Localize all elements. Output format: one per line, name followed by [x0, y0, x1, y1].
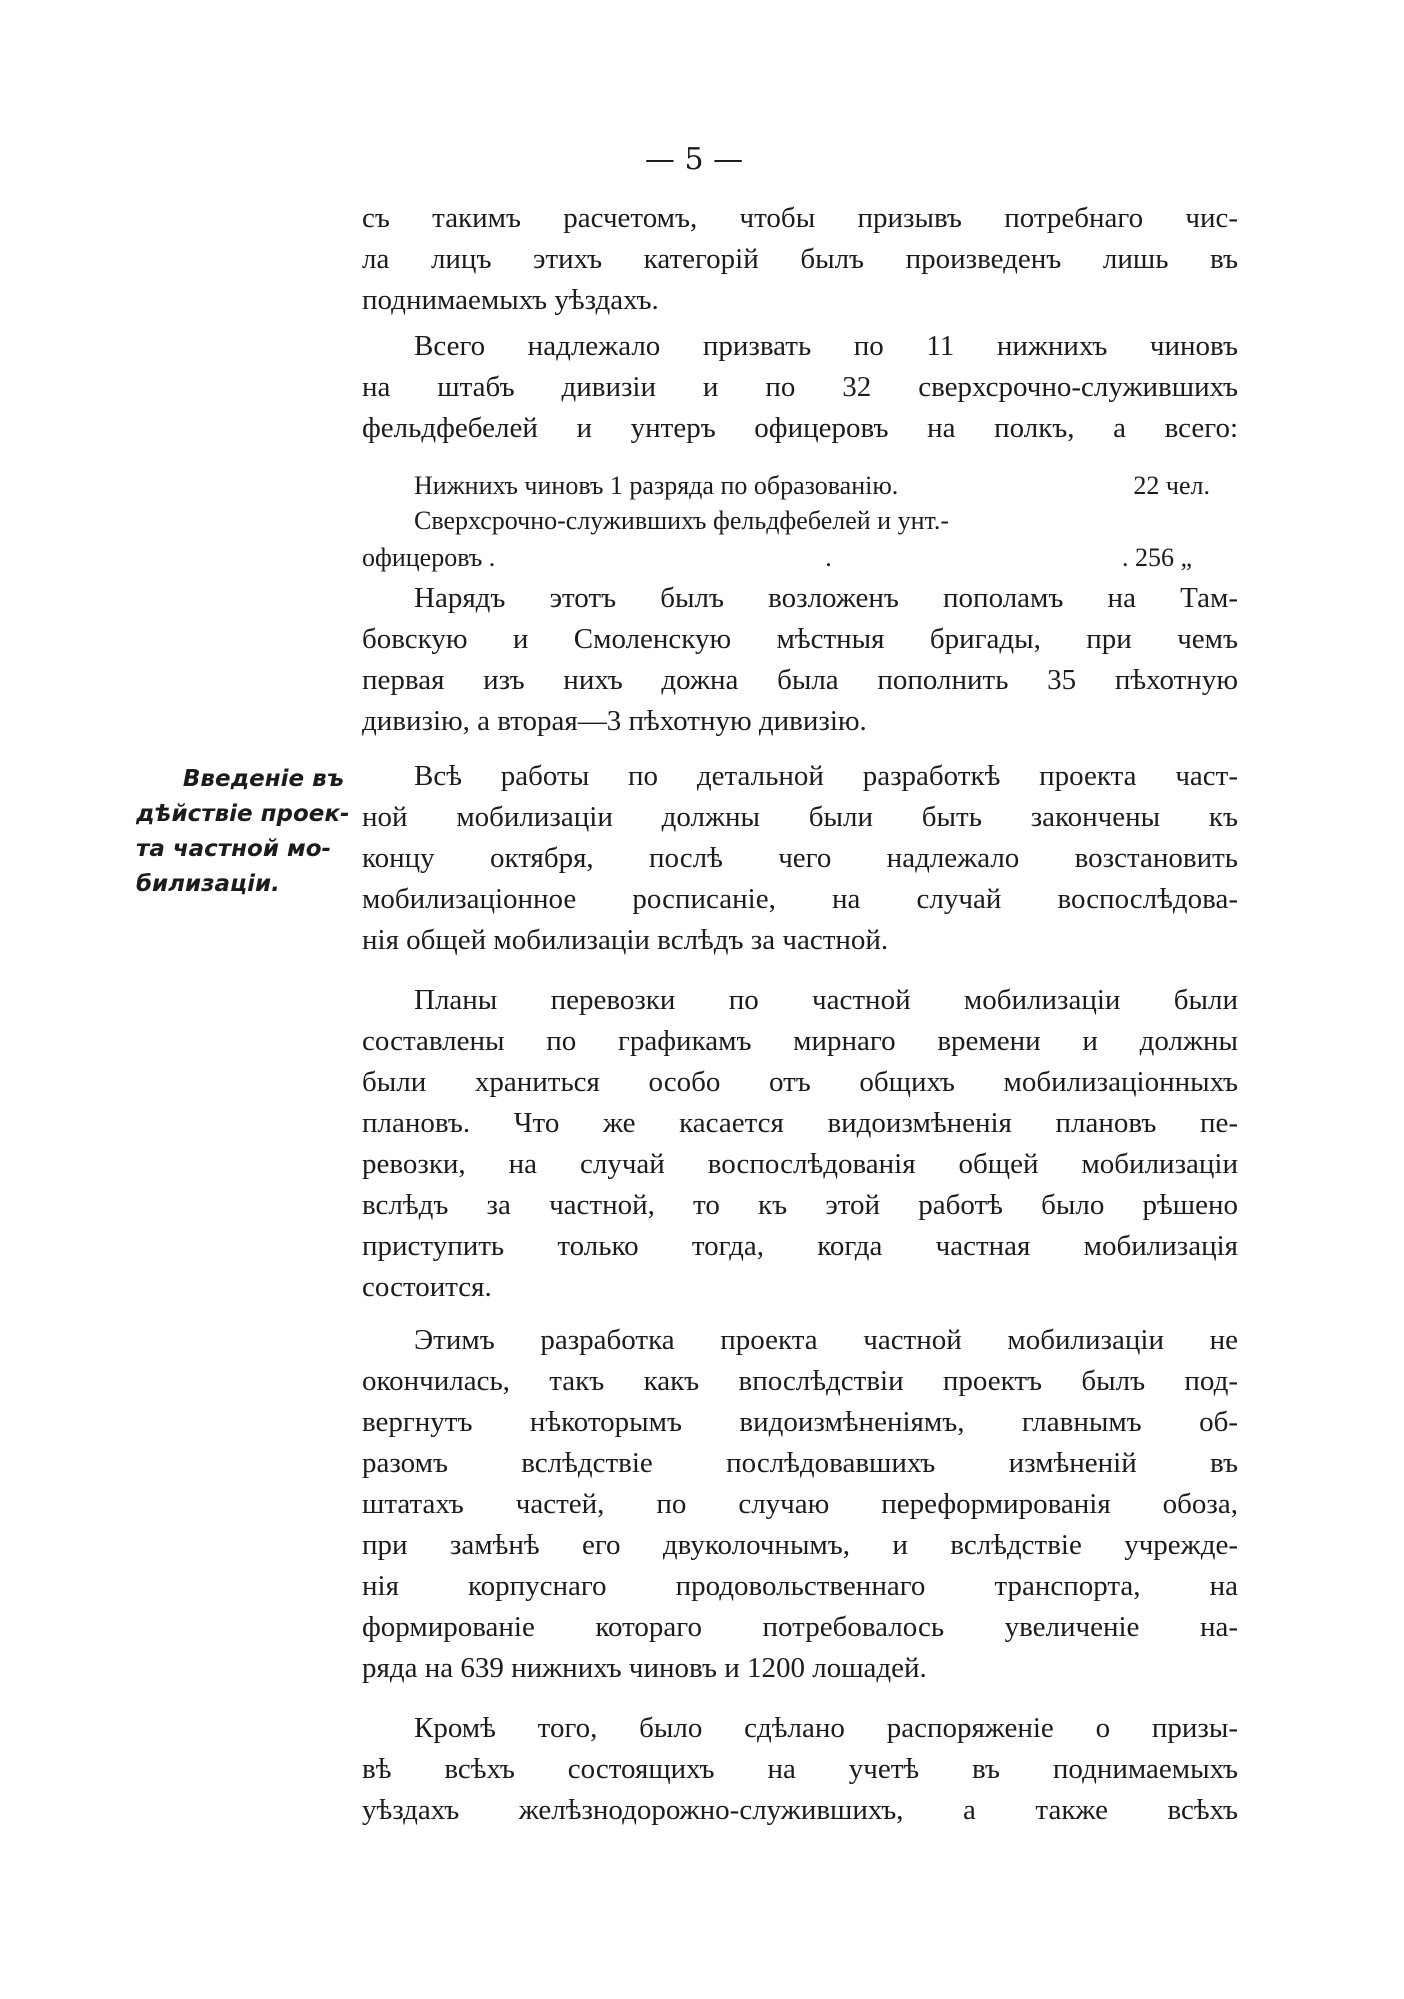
text-line: формированіе котораго потребовалось увеличеніе на-	[362, 1611, 1238, 1643]
table-row	[362, 469, 1210, 502]
text-line: штатахъ частей, по случаю переформированія обоза,	[362, 1488, 1238, 1520]
text-line: уѣздахъ желѣзнодорожно-служившихъ, а также всѣхъ	[362, 1794, 1238, 1826]
table-label: Нижнихъ чиновъ 1 разряда по образованію.	[414, 471, 899, 500]
text-line: фельдфебелей и унтеръ офицеровъ на полкъ, а всего:	[362, 412, 1238, 444]
text-line: ревозки, на случай воспослѣдованія общей мобилизаціи	[362, 1148, 1238, 1180]
text-line: ла лицъ этихъ категорій былъ произведенъ лишь въ	[362, 243, 1238, 275]
text-line: на штабъ дивизіи и по 32 сверхсрочно-служившихъ	[362, 371, 1238, 403]
text-line: вергнутъ нѣкоторымъ видоизмѣненіямъ, главнымъ об-	[362, 1406, 1238, 1438]
text-line: нія корпуснаго продовольственнаго транспорта, на	[362, 1570, 1238, 1602]
text-line: составлены по графикамъ мирнаго времени и должны	[362, 1025, 1238, 1057]
text-line: Всѣ работы по детальной разработкѣ проекта част-	[414, 760, 1238, 792]
text-line: приступить только тогда, когда частная мобилизація	[362, 1230, 1238, 1262]
text-line: разомъ вслѣдствіе послѣдовавшихъ измѣненій въ	[362, 1447, 1238, 1479]
paragraph-modifications	[362, 1320, 1238, 1689]
text-line: ряда на 639 нижнихъ чиновъ и 1200 лошадей.	[362, 1652, 927, 1684]
table-dot: .	[825, 543, 832, 572]
table-label: Сверхсрочно-служившихъ фельдфебелей и унт.-	[414, 506, 950, 535]
recruit-table	[362, 469, 1210, 574]
text-line: при замѣнѣ его двуколочнымъ, и вслѣдствіе учрежде-	[362, 1529, 1238, 1561]
margin-note	[136, 762, 368, 902]
paragraph-transport-plans	[362, 980, 1238, 1308]
text-line: Нарядъ этотъ былъ возложенъ пополамъ на Там-	[414, 582, 1238, 614]
table-row	[362, 541, 1210, 574]
margin-note-line: та частной мо-	[136, 836, 332, 862]
paragraph-railway	[362, 1708, 1238, 1831]
page-number: — 5 —	[644, 142, 744, 177]
text-line: концу октября, послѣ чего надлежало возстановить	[362, 842, 1238, 874]
text-line: Этимъ разработка проекта частной мобилизаціи не	[414, 1324, 1238, 1356]
text-line: поднимаемыхъ уѣздахъ.	[362, 284, 659, 316]
margin-note-line: Введеніе въ	[182, 766, 344, 792]
text-line: были храниться особо отъ общихъ мобилизаціонныхъ	[362, 1066, 1238, 1098]
table-label: офицеровъ .	[362, 543, 496, 572]
paragraph-continuation	[362, 198, 1238, 321]
text-line: дивизію, а вторая—3 пѣхотную дивизію.	[362, 705, 867, 737]
text-line: вѣ всѣхъ состоящихъ на учетѣ въ поднимаемыхъ	[362, 1753, 1238, 1785]
text-line: вслѣдъ за частной, то къ этой работѣ было рѣшено	[362, 1189, 1238, 1221]
text-line: нія общей мобилизаціи вслѣдъ за частной.	[362, 924, 889, 956]
text-line: мобилизаціонное росписаніе, на случай воспослѣдова-	[362, 883, 1238, 915]
margin-note-line: дѣйствіе проек-	[136, 801, 350, 827]
text-line: первая изъ нихъ дожна была пополнить 35 пѣхотную	[362, 664, 1238, 696]
text-line: окончилась, такъ какъ впослѣдствіи проектъ былъ под-	[362, 1365, 1238, 1397]
text-line: Кромѣ того, было сдѣлано распоряженіе о призы-	[414, 1712, 1238, 1744]
margin-note-line: билизаціи.	[136, 871, 280, 897]
paragraph-works	[362, 756, 1238, 961]
text-line: ной мобилизаціи должны были быть закончены къ	[362, 801, 1238, 833]
text-line: плановъ. Что же касается видоизмѣненія плановъ пе-	[362, 1107, 1238, 1139]
table-value: . 256 „	[1121, 543, 1192, 572]
paragraph-brigades	[362, 578, 1238, 742]
text-line: съ такимъ расчетомъ, чтобы призывъ потребнаго чис-	[362, 202, 1238, 234]
paragraph-recruits	[362, 326, 1238, 449]
table-value: 22 чел.	[1133, 471, 1210, 500]
text-line: состоится.	[362, 1271, 492, 1303]
table-row	[362, 504, 1210, 537]
text-line: Планы перевозки по частной мобилизаціи были	[414, 984, 1238, 1016]
text-line: Всего надлежало призвать по 11 нижнихъ чиновъ	[414, 330, 1238, 362]
text-line: бовскую и Смоленскую мѣстныя бригады, при чемъ	[362, 623, 1238, 655]
